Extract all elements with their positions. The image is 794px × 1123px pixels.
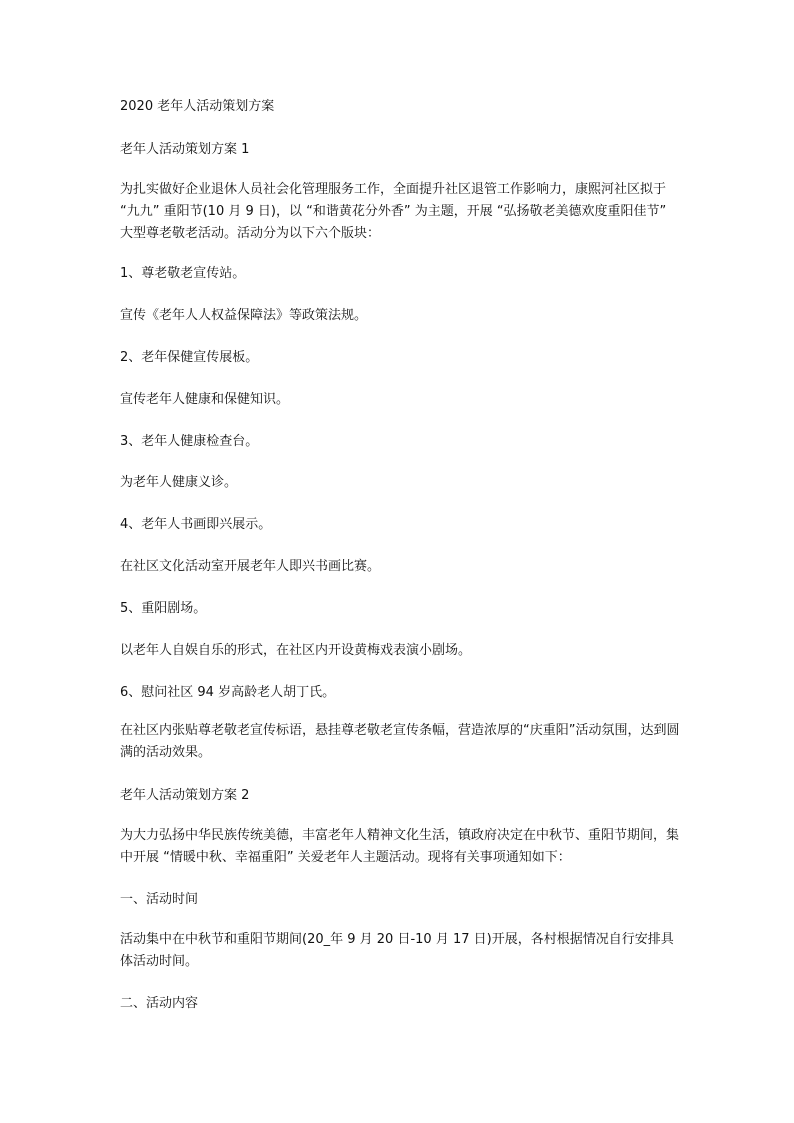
item-4-text: 在社区文化活动室开展老年人即兴书画比赛。 [120, 559, 381, 574]
item-2-title: 2、老年保健宣传展板。 [120, 350, 259, 365]
section-1-intro: 为扎实做好企业退休人员社会化管理服务工作，全面提升社区退管工作影响力，康熙河社区拟于 “九九” 重阳节(10 月 9 日)，以 “和谐黄花分外香” 为主题，开展 “弘扬敬老美德欢度重阳佳节” 大型尊老敬老活动。活动分为以下六个版块： [120, 182, 667, 241]
document-title: 2020 老年人活动策划方案 [120, 99, 275, 114]
item-1-title: 1、尊老敬老宣传站。 [120, 266, 246, 281]
section-1-title: 老年人活动策划方案 1 [120, 142, 250, 157]
part-1-text: 活动集中在中秋节和重阳节期间(20_年 9 月 20 日-10 月 17 日)开展，各村根据情况自行安排具体活动时间。 [120, 932, 674, 969]
item-1-text: 宣传《老年人人权益保障法》等政策法规。 [120, 308, 368, 323]
item-3-title: 3、老年人健康检查台。 [120, 434, 259, 449]
item-3-text: 为老年人健康义诊。 [120, 475, 238, 490]
section-2-title: 老年人活动策划方案 2 [120, 788, 250, 803]
part-2-title: 二、活动内容 [120, 996, 199, 1011]
item-6-text: 在社区内张贴尊老敬老宣传标语，悬挂尊老敬老宣传条幅，营造浓厚的“庆重阳”活动氛围，达到圆满的活动效果。 [120, 723, 680, 760]
item-5-text: 以老年人自娱自乐的形式，在社区内开设黄梅戏表演小剧场。 [120, 643, 472, 658]
item-6-title: 6、慰问社区 94 岁高龄老人胡丁氏。 [120, 685, 336, 700]
part-1-title: 一、活动时间 [120, 892, 199, 907]
item-2-text: 宣传老年人健康和保健知识。 [120, 392, 290, 407]
section-2-intro: 为大力弘扬中华民族传统美德，丰富老年人精神文化生活，镇政府决定在中秋节、重阳节期间，集中开展 “情暖中秋、幸福重阳” 关爱老年人主题活动。现将有关事项通知如下： [120, 828, 680, 865]
item-4-title: 4、老年人书画即兴展示。 [120, 517, 272, 532]
item-5-title: 5、重阳剧场。 [120, 601, 207, 616]
